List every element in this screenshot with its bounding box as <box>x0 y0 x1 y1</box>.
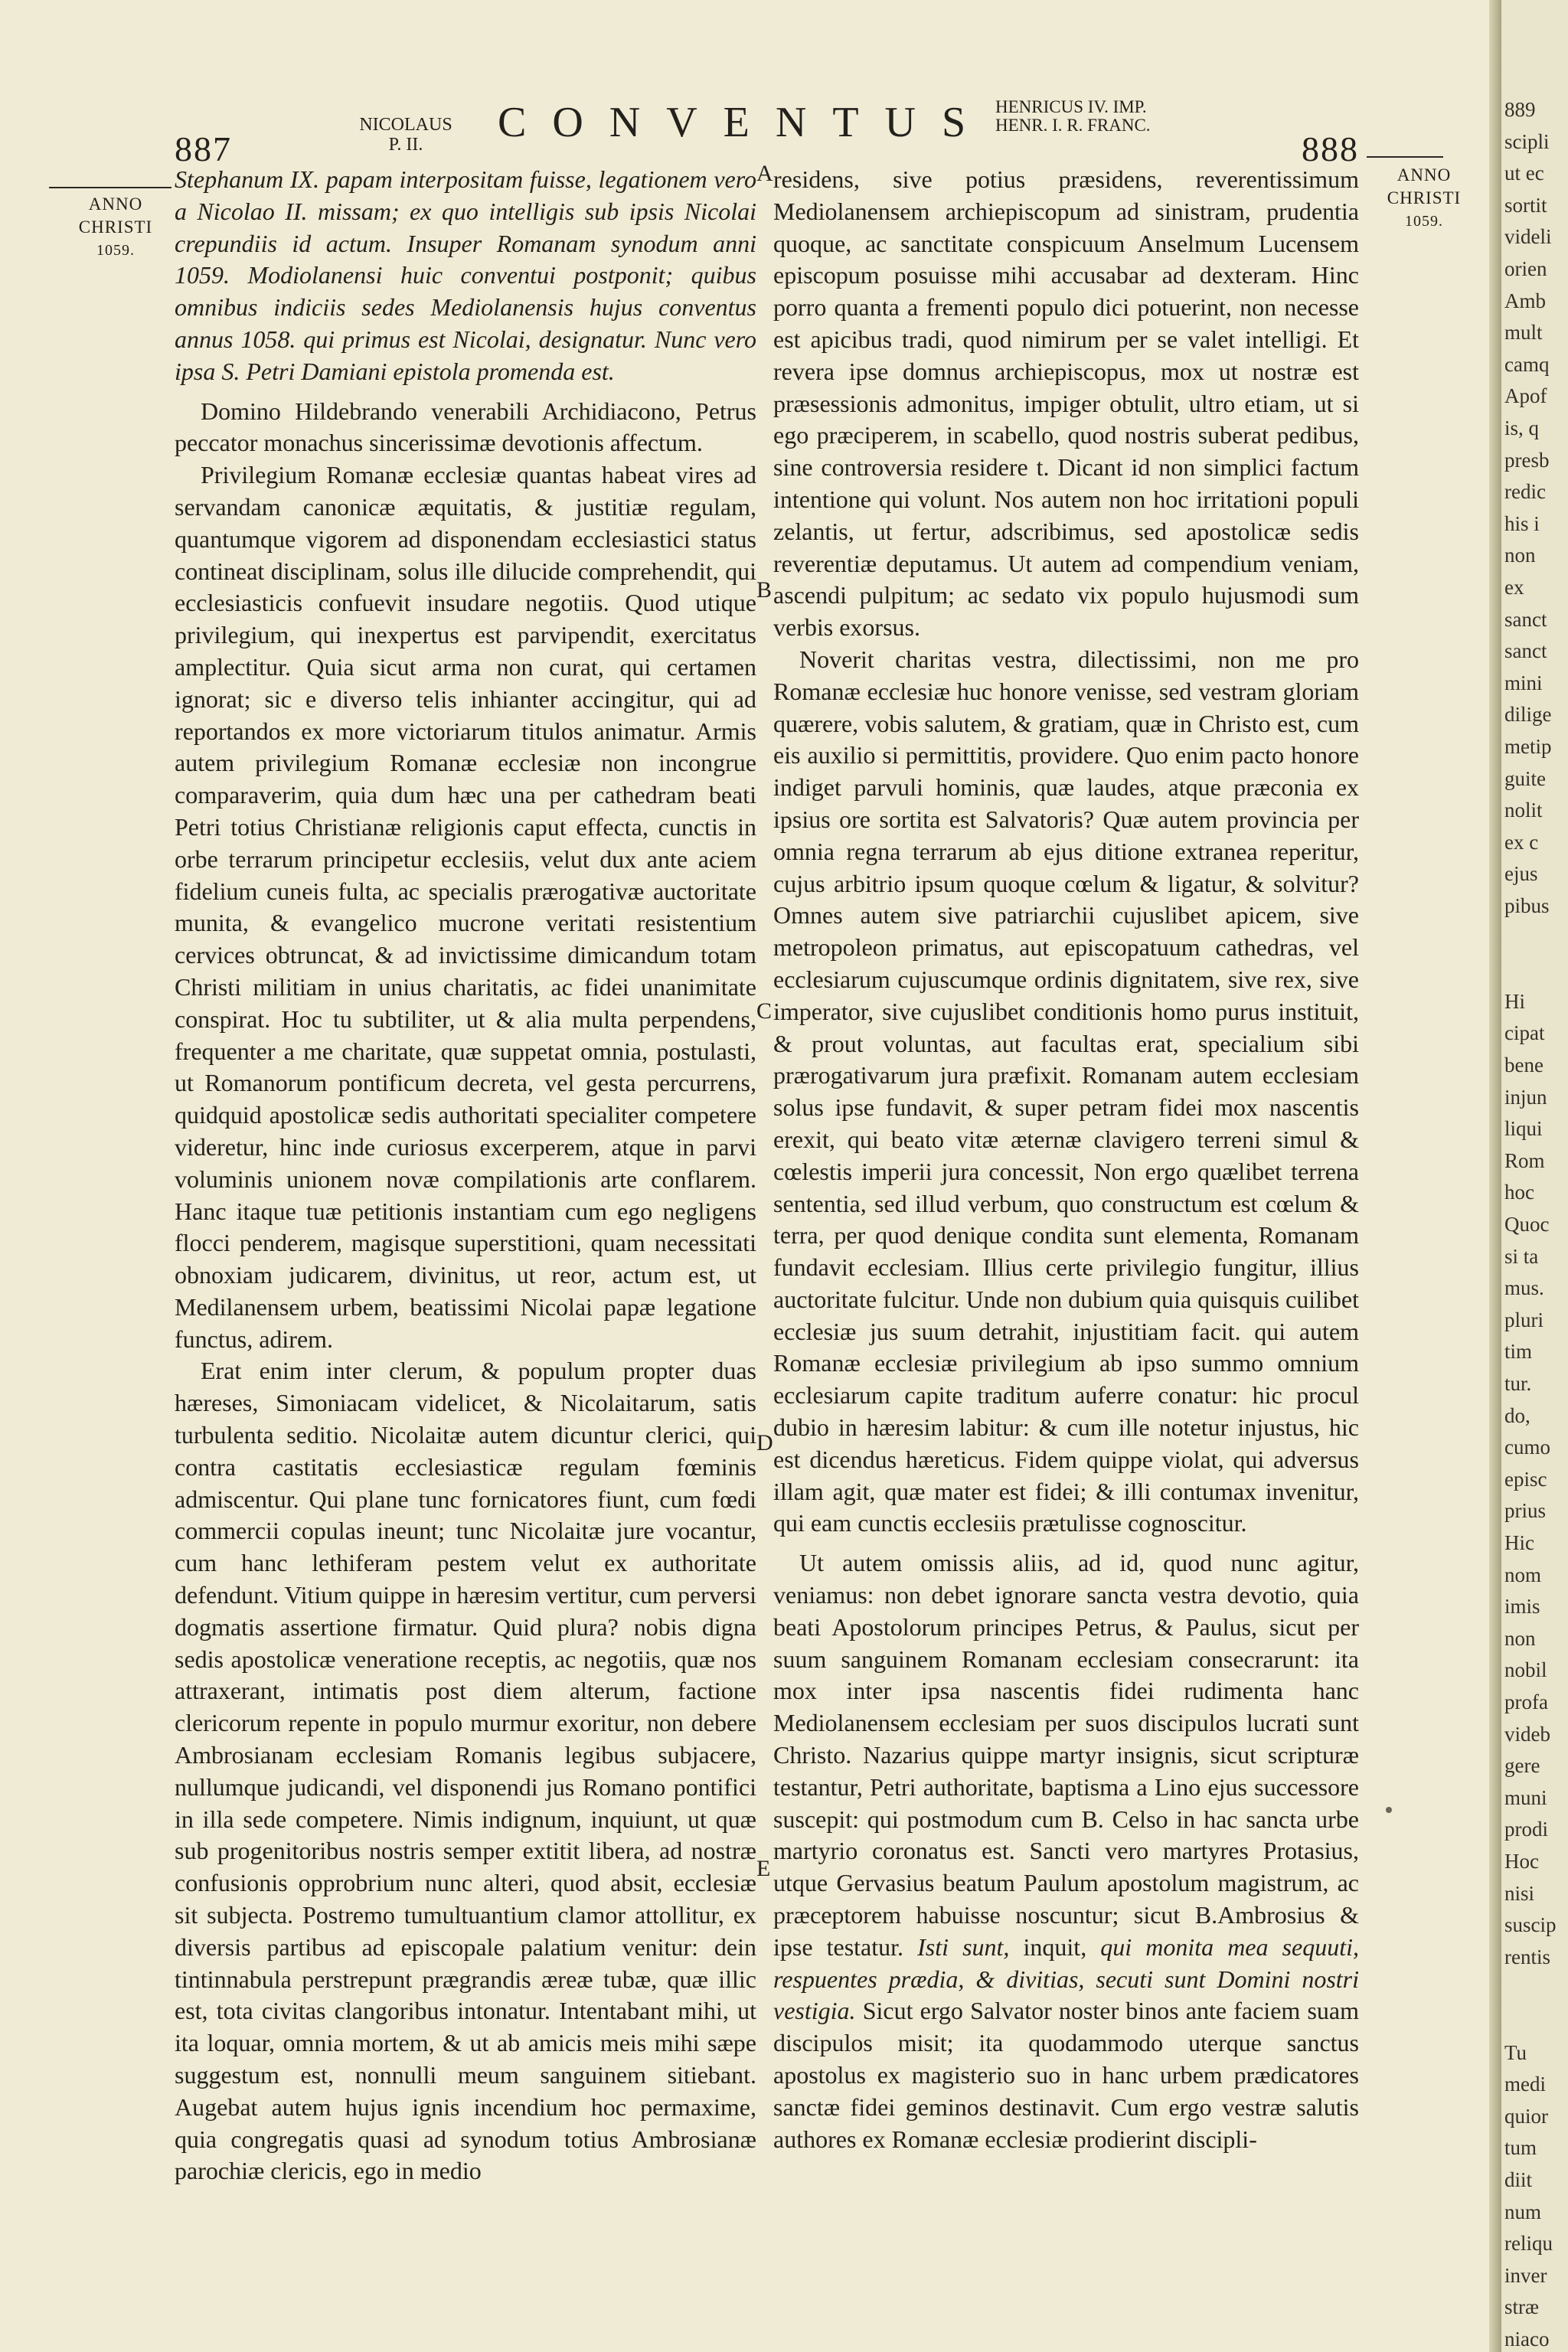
next-page-fragment: do, <box>1504 1403 1530 1427</box>
next-page-fragment: quior <box>1504 2104 1548 2128</box>
margin-year: 1059. <box>96 242 135 259</box>
next-page-fragment: Rom <box>1504 1148 1545 1172</box>
next-page-fragment: nisi <box>1504 1881 1535 1905</box>
next-page-fragment: diit <box>1504 2168 1533 2191</box>
next-page-fragment: Amb <box>1504 289 1546 312</box>
next-page-fragment: inver <box>1504 2263 1547 2287</box>
next-page-fragment: cumo <box>1504 1436 1550 1459</box>
next-page-fragment: liqui <box>1504 1117 1543 1141</box>
next-page-fragment: prius <box>1504 1499 1546 1523</box>
next-page-fragment: Hi <box>1504 989 1525 1013</box>
next-page-edge <box>1501 0 1568 2352</box>
margin-christi: CHRISTI <box>1387 188 1462 207</box>
next-page-fragment: tur. <box>1504 1372 1532 1395</box>
right-column <box>773 164 1359 2155</box>
next-page-fragment: pibus <box>1504 894 1550 917</box>
next-page-fragment: sortit <box>1504 193 1547 217</box>
next-page-fragment: injun <box>1504 1085 1547 1109</box>
section-letter-e: E <box>756 1856 771 1881</box>
section-letter-b: B <box>756 577 773 603</box>
paragraph: residens, sive potius præsidens, reverentissimum Mediolanensem archiepiscopum ad sinistram, prudentia quoque, ac sanctitate conspicuum Anselmum Lucensem episcopum posuisse mihi accusabar ad dexteram. Hinc porro quanta a frementi populo dici potuerint, non necesse est apicibus tradi, quod nimirum per se valet intelligi. Et revera ipse domnus archiepiscopus, mox ut nostræ est præsessionis admonitus, impiger obtulit, ultro etiam, ut si ego præciperem, in scabello, quod nostris suberat pedibus, sine controversia residere t. Dicant id non simplici factum intentione qui volunt. Nos autem non hoc irritationi populi zelantis, ut fertur, adscribimus, sed apostolicæ sedis reverentiæ deputamus. Ut autem ad compendium veniam, ascendi pulpitum; ac sedato vix populo hujusmodi sum verbis exorsus. <box>773 165 1359 642</box>
next-page-fragment: profa <box>1504 1690 1548 1713</box>
next-page-fragment: Hoc <box>1504 1850 1539 1873</box>
next-page-fragment: redic <box>1504 480 1546 504</box>
next-page-fragment: Apof <box>1504 384 1547 408</box>
next-page-fragment: non <box>1504 1626 1536 1650</box>
next-page-fragment: is, q <box>1504 416 1540 439</box>
running-head-pope: NICOLAUS <box>359 115 452 135</box>
next-page-fragment: scipli <box>1504 129 1550 153</box>
paragraph-text: Sicut ergo Salvator noster binos ante faciem suam discipulos misit; ita quodammodo uterque sanctus apostolus ex magisterio suo in hanc urbem prædicatores sanctæ fidei geminos destinavit. Cum ergo vestræ salutis authores ex Romanæ ecclesiæ prodierint discipli- <box>773 1997 1360 2153</box>
next-page-fragment: medi <box>1504 2073 1546 2096</box>
next-page-fragment: suscip <box>1504 1913 1557 1937</box>
next-page-fragment: stræ <box>1504 2295 1540 2319</box>
next-page-fragment: mini <box>1504 671 1543 694</box>
next-page-fragment: muni <box>1504 1785 1547 1809</box>
quotation-inquit: inquit, <box>1023 1932 1087 1961</box>
next-page-fragment: reliqu <box>1504 2232 1553 2256</box>
next-page-fragment: Tu <box>1504 2040 1527 2064</box>
next-page-fragment: bene <box>1504 1054 1544 1076</box>
page-title: CONVENTUS <box>498 99 992 146</box>
left-column <box>175 164 756 2187</box>
next-page-fragment: ex c <box>1504 830 1539 854</box>
next-page-fragment: cipat <box>1504 1021 1545 1045</box>
next-page-fragment: mult <box>1504 321 1543 345</box>
next-page-fragment: sanct <box>1504 639 1547 663</box>
next-page-fragment: num <box>1504 2200 1542 2223</box>
next-page-fragment: metip <box>1504 735 1552 758</box>
next-page-fragment: imis <box>1504 1595 1540 1619</box>
next-page-fragment: pluri <box>1504 1308 1544 1331</box>
paragraph: Noverit charitas vestra, dilectissimi, non me pro Romanæ ecclesiæ huc honore venisse, sed vestram gloriam quærere, vobis salutem, & gratiam, quæ in Christo est, cum eis auxilio si permittitis, providere. Quo enim pacto honore indiget parvuli hominis, quæ laudes, atque præconia ex ipsius ore sortita est Salvatoris? Quæ autem provincia per omnia regna terrarum ab ejus ditione extranea reperitur, cujus arbitrio ipsum quoque cœlum & ligatur, & solvitur? Omnes autem sive patriarchii cujuslibet apicem, sive metropoleon primatus, aut episcopatuum cathedras, vel ecclesiarum cujuscumque ordinis dignitatem, sive rex, sive imperator, sive cujuslibet conditionis homo purus instituit, & prout voluntas, aut facultas erat, specialium sibi prærogativarum jura præfixit. Romanam autem ecclesiam solus ipse fundavit, & super petram fidei mox nascentis erexit, qui beato vitæ æternæ clavigero terreni simul & cœlestis imperii jura concessit, Non ergo quælibet terrena sententia, sed illud verbum, quo constructum est cœlum & terra, per quod denique condita sunt elementa, Romanam fundavit ecclesiam. Illius certe privilegio fungitur, illius auctoritate fulcitur. Unde non dubium quia quisquis cuilibet ecclesiæ jus suum detrahit, injustitiam facit. qui autem Romanæ ecclesiæ privilegium ab ipso summo omnium ecclesiarum capite traditum auferre conatur: hic procul dubio in hæresim labitur: & cum ille notetur injustus, hic est dicendus hæreticus. Fidem quippe violat, qui adversus illam agit, quæ mater est fidei; & illi contumax invenitur, qui eam cunctis ecclesiis prætulisse cognoscitur. <box>773 645 1359 1537</box>
next-page-fragment: ex <box>1504 576 1524 599</box>
next-page-fragment: nolit <box>1504 799 1543 822</box>
margin-note-right <box>1378 164 1470 233</box>
editorial-note: Stephanum IX. papam interpositam fuisse, legationem vero a Nicolao II. missam; ex quo intelligis sub ipsis Nicolai crepundiis id actum. Insuper Romanam synodum anni 1059. Modiolanensi huic conventui postponit; quibus omnibus indiciis sedes Mediolanensis hujus conventus annus 1058. qui primus est Nicolai, designatur. Nunc vero ipsa S. Petri Damiani epistola promenda est. <box>175 165 756 385</box>
next-page-fragment: gere <box>1504 1754 1540 1778</box>
next-page-fragment: Quoc <box>1504 1213 1550 1236</box>
page-fold-shadow <box>1489 0 1501 2352</box>
quotation: qui monita mea sequuti, respuentes prædia, & divitias, secuti sunt Domini nostri vestigia. <box>773 1932 1360 2025</box>
next-page-fragment: hoc <box>1504 1181 1534 1204</box>
running-head-pope-sub: P. II. <box>388 135 423 155</box>
left-page-number: 887 <box>175 129 232 168</box>
margin-rule-left <box>49 187 172 188</box>
next-page-fragment: Hic <box>1504 1531 1534 1554</box>
paragraph <box>773 1547 1359 2155</box>
next-page-fragment: non <box>1504 544 1536 567</box>
next-page-fragment: his i <box>1504 511 1540 535</box>
next-page-fragment: nobil <box>1504 1658 1547 1682</box>
next-page-fragment: ejus <box>1504 862 1538 886</box>
section-letter-d: D <box>756 1430 773 1455</box>
running-head-emperor: HENRICUS IV. IMP. <box>995 97 1147 116</box>
margin-rule-right <box>1367 156 1443 158</box>
next-page-fragment: nom <box>1504 1563 1542 1586</box>
next-page-fragment: orien <box>1504 257 1547 280</box>
next-page-fragment: rentis <box>1504 1945 1550 1968</box>
margin-anno: ANNO <box>88 194 143 214</box>
next-page-fragment: episc <box>1504 1467 1547 1491</box>
paragraph: Erat enim inter clerum, & populum propter duas hæreses, Simoniacam videlicet, & Nicolaitarum, satis turbulenta seditio. Nicolaitæ autem dicuntur clerici, qui contra castitatis ecclesiasticæ regulam fœminis admiscentur. Qui plane tunc fornicatores fiunt, cum fœdi commercii copulas ineunt; tunc Nicolaitæ jure vocantur, cum hanc lethiferam pestem velut ex authoritate defendunt. Vitium quippe in hæresim vertitur, cum perversi dogmatis assertione firmatur. Quid plura? nobis digna sedis apostolicæ veneratione receptis, ac negotiis, quæ nos attraxerant, intimatis post diem alterum, factione clericorum repente in populo murmur exoritur, non debere Ambrosianam ecclesiam Romanis legibus subjacere, nullumque judicandi, vel disponendi jus Romano pontifici in illa sede competere. Nimis indignum, inquiunt, ut quæ sub progenitoribus nostris semper extitit libera, ad nostræ confusionis opprobrium nunc alteri, quod absit, ecclesiæ sit subjecta. Postremo tumultuantium clamor attollitur, ex diversis partibus ad episcopale palatium venitur: dein tintinnabula perstrepunt prægrandis æreæ tubæ, quæ illic est, tota civitas clangoribus intonatur. Intentabant mihi, ut ita loquar, omnia mortem, & ut ab amicis meis mihi sæpe suggestum est, nonnulli meum sanguinem sitiebant. Augebat autem hujus ignis incendium hoc permaxime, quia congregatis quasi ad synodum totius Ambrosianæ parochiæ clericis, ego in medio <box>175 1357 756 2185</box>
next-page-fragment: guite <box>1504 766 1546 790</box>
next-page-fragment: niaco <box>1504 2328 1550 2350</box>
next-page-fragment: 889 <box>1504 98 1536 121</box>
margin-year: 1059. <box>1405 213 1443 230</box>
next-page-fragment: ut ec <box>1504 162 1544 185</box>
quotation-lead: Isti sunt, <box>917 1932 1010 1961</box>
next-page-fragment: videli <box>1504 225 1552 249</box>
running-head-right <box>995 98 1225 135</box>
next-page-fragment: si ta <box>1504 1244 1539 1268</box>
next-page-fragment: tum <box>1504 2136 1537 2160</box>
margin-note-left <box>66 193 165 262</box>
next-page-fragment: prodi <box>1504 1818 1548 1841</box>
margin-christi: CHRISTI <box>78 217 153 237</box>
running-head-king: HENR. I. R. FRANC. <box>995 116 1151 135</box>
letter-salutation: Domino Hildebrando venerabili Archidiacono, Petrus peccator monachus sincerissimæ devotionis affectum. <box>175 397 756 457</box>
next-page-fragment: videb <box>1504 1722 1550 1746</box>
paragraph-text: Ut autem omissis aliis, ad id, quod nunc agitur, veniamus: non debet ignorare sancta vestra devotio, quia beati Apostolorum principes Petrus, & Paulus, sicut per suum sanguinem Romanam ecclesiam consecrarunt: ita mox inter ipsa nascentis fidei rudimenta hanc Mediolanensem ecclesiam per suos discipulos lucrati sunt Christo. Nazarius quippe martyr insignis, sicut scripturæ testantur, Petri authoritate, baptisma a Lino ejus successore suscepit: qui postmodum cum B. Celso in hac sancta urbe martyrio coronatus est. Sancti vero martyres Protasius, utque Gervasius beatum Paulum apostolum magistrum, ac præceptorem habuisse noscuntur; sicut B.Ambrosius & ipse testatur. <box>773 1549 1359 1961</box>
next-page-fragment: sanct <box>1504 607 1547 631</box>
running-head-left <box>329 115 482 155</box>
margin-anno: ANNO <box>1396 165 1452 185</box>
ink-mark <box>1386 1807 1392 1813</box>
next-page-fragment: dilige <box>1504 703 1552 727</box>
next-page-fragment: tim <box>1504 1340 1533 1364</box>
section-letter-c: C <box>756 998 773 1024</box>
right-page-number: 888 <box>1302 129 1359 168</box>
next-page-fragment: mus. <box>1504 1276 1544 1300</box>
next-page-fragment: camq <box>1504 352 1550 376</box>
next-page-fragment: presb <box>1504 448 1550 472</box>
paragraph: Privilegium Romanæ ecclesiæ quantas habeat vires ad servandam canonicæ æquitatis, & justitiæ regulam, quantumque vigorem ad disponendam ecclesiastici status contineat disciplinam, solus ille dilucide comprehendit, qui ecclesiasticis confuevit insudare negotiis. Quod utique privilegium, qui inexpertus est parvipendit, exercitatus amplectitur. Quia sicut arma non curat, qui certamen ignorat; sic e diverso telis inhianter accingitur, qui ad reportandos ex more victoriarum titulos animatur. Armis autem privilegium Romanæ ecclesiæ non incongrue comparaverim, quia dum hæc una per cathedram beati Petri totius Christianæ religionis caput effecta, cunctis in orbe terrarum principetur ecclesiis, velut dux ante aciem fidelium cuneis fulta, ac specialis prærogativæ auctoritate munita, & evangelico mucrone veritati resistentium cervices obtruncat, & ad invictissime dimicandum totam Christi militiam in unius charitatis, ac fidei unanimitate conspirat. Hoc tu subtiliter, ut & alia multa perpendens, frequenter a me charitate, quæ suppetat omnia, postulasti, ut Romanorum pontificum decreta, vel gesta percurrens, quidquid apostolicæ sedis authoritati specialiter competere videretur, hinc inde curiosus excerperem, atque in parvi voluminis unionem novæ compilationis arte conflarem. Hanc itaque tuæ petitionis instantiam cum ego negligens flocci penderem, magisque superstitioni, quam necessitati obnoxiam judicarem, divinitus, ut reor, actum est, ut Medilanensem urbem, beatissimi Nicolai papæ legatione functus, adirem. <box>175 461 756 1353</box>
section-letter-a: A <box>756 161 773 186</box>
